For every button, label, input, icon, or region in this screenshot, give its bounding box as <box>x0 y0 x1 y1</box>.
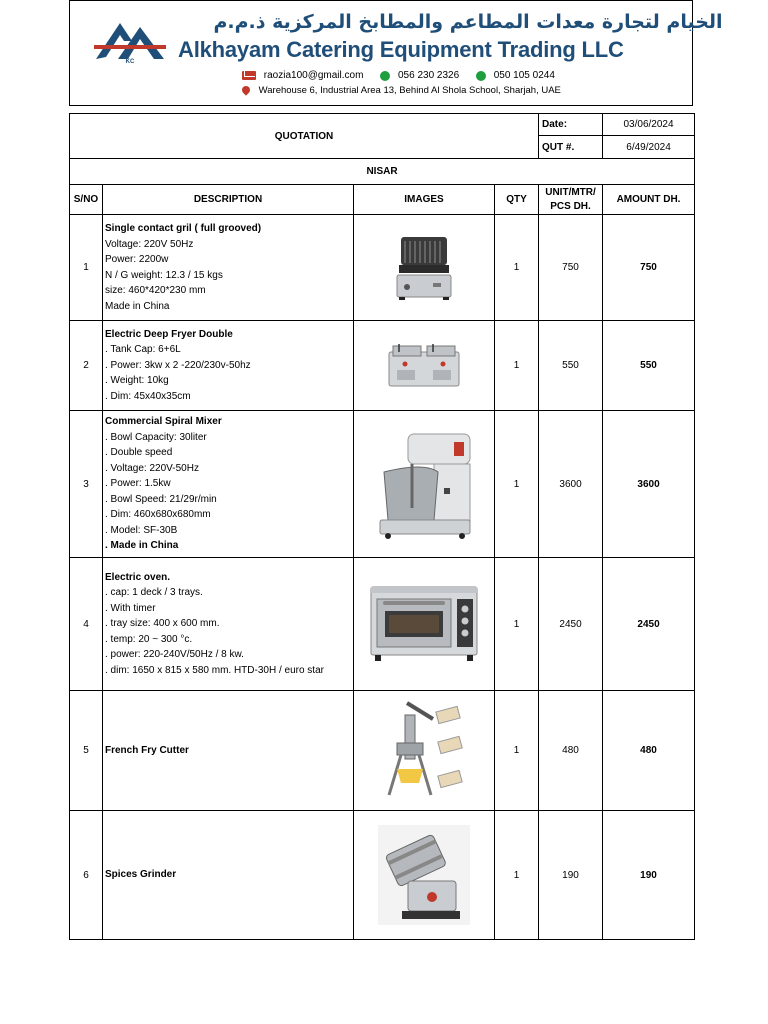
spiral-mixer-image <box>374 428 474 540</box>
item-detail: . Model: SF-30B <box>105 524 178 536</box>
company-logo-icon <box>90 19 170 65</box>
item-detail: . Tank Cap: 6+6L <box>105 344 181 356</box>
item-detail: . Dim: 45x40x35cm <box>105 390 191 402</box>
item-amount: 2450 <box>603 558 695 691</box>
item-description <box>103 215 354 321</box>
svg-text:KC: KC <box>125 59 135 65</box>
company-name-english: Alkhayam Catering Equipment Trading LLC <box>178 37 624 62</box>
item-description <box>103 321 354 411</box>
letterhead <box>69 0 723 106</box>
phone-1-text: 056 230 2326 <box>397 70 460 81</box>
date-label: Date: <box>539 114 603 136</box>
item-image-cell <box>354 811 495 940</box>
unit-header-line-1: UNIT/MTR/ <box>545 186 596 198</box>
location-pin-icon <box>240 85 251 96</box>
item-detail: N / G weight: 12.3 / 15 kgs <box>105 269 223 281</box>
item-image-cell <box>354 558 495 691</box>
item-unit-price: 2450 <box>539 558 603 691</box>
deep-fryer-image <box>387 342 461 390</box>
email-text: raozia100@gmail.com <box>263 70 364 81</box>
item-detail: . dim: 1650 x 815 x 580 mm. HTD-30H / euro star <box>105 664 324 676</box>
item-description <box>103 411 354 558</box>
item-qty: 1 <box>495 691 539 811</box>
table-row <box>70 558 695 691</box>
item-name: Spices Grinder <box>105 869 177 881</box>
item-name: Electric Deep Fryer Double <box>105 328 233 340</box>
table-row <box>70 215 695 321</box>
quotation-table <box>69 113 695 940</box>
fry-cutter-image <box>379 699 469 803</box>
item-sno: 5 <box>70 691 103 811</box>
item-detail: . Weight: 10kg <box>105 375 169 387</box>
phone-2-text: 050 105 0244 <box>493 70 555 81</box>
item-detail: size: 460*420*230 mm <box>105 285 206 296</box>
contact-row <box>242 70 555 81</box>
item-qty: 1 <box>495 411 539 558</box>
item-qty: 1 <box>495 558 539 691</box>
item-detail: Made in China <box>105 300 170 312</box>
contact-grill-image <box>393 233 455 303</box>
item-detail: . cap: 1 deck / 3 trays. <box>105 587 203 599</box>
item-image-cell <box>354 691 495 811</box>
item-detail: . Power: 1.5kw <box>105 478 171 490</box>
item-detail: . tray size: 400 x 600 mm. <box>105 618 220 630</box>
item-sno: 2 <box>70 321 103 411</box>
date-value: 03/06/2024 <box>603 114 695 136</box>
column-header-description: DESCRIPTION <box>103 185 354 215</box>
item-name: Commercial Spiral Mixer <box>105 416 222 428</box>
item-detail: . Dim: 460x680x680mm <box>105 509 211 521</box>
item-description <box>103 558 354 691</box>
item-image-cell <box>354 411 495 558</box>
item-detail: . With timer <box>105 602 156 614</box>
quote-number-label: QUT #. <box>539 136 603 159</box>
column-header-amount: AMOUNT DH. <box>603 185 695 215</box>
item-detail: . Voltage: 220V-50Hz <box>105 462 199 474</box>
table-row <box>70 411 695 558</box>
item-name: Electric oven. <box>105 571 171 583</box>
item-description <box>103 811 354 940</box>
item-amount: 550 <box>603 321 695 411</box>
item-unit-price: 750 <box>539 215 603 321</box>
unit-header-line-2: PCS DH. <box>550 200 591 212</box>
item-amount: 480 <box>603 691 695 811</box>
item-name: French Fry Cutter <box>105 744 189 756</box>
column-header-qty: QTY <box>495 185 539 215</box>
item-detail: . Bowl Capacity: 30liter <box>105 431 207 443</box>
column-header-sno: S/NO <box>70 185 103 215</box>
whatsapp-icon <box>380 71 390 81</box>
table-row <box>70 321 695 411</box>
table-header-row <box>70 185 695 215</box>
quote-number-value: 6/49/2024 <box>603 136 695 159</box>
item-sno: 6 <box>70 811 103 940</box>
item-detail: . power: 220-240V/50Hz / 8 kw. <box>105 649 244 661</box>
item-unit-price: 3600 <box>539 411 603 558</box>
item-detail: . temp: 20 ~ 300 °c. <box>105 633 193 645</box>
column-header-unit-price <box>539 185 603 215</box>
item-detail: Power: 2200w <box>105 254 169 265</box>
item-sno: 4 <box>70 558 103 691</box>
item-detail: . Double speed <box>105 447 173 459</box>
item-detail: . Bowl Speed: 21/29r/min <box>105 493 217 505</box>
electric-oven-image <box>369 585 479 663</box>
item-qty: 1 <box>495 811 539 940</box>
item-unit-price: 480 <box>539 691 603 811</box>
quotation-title: QUOTATION <box>70 114 539 159</box>
item-name: Single contact gril ( full grooved) <box>105 223 262 234</box>
item-sno: 1 <box>70 215 103 321</box>
item-unit-price: 190 <box>539 811 603 940</box>
spice-grinder-image <box>378 825 470 925</box>
item-amount: 190 <box>603 811 695 940</box>
item-image-cell <box>354 321 495 411</box>
item-unit-price: 550 <box>539 321 603 411</box>
table-row <box>70 811 695 940</box>
table-row <box>70 691 695 811</box>
address-row <box>242 85 561 96</box>
item-detail: . Power: 3kw x 2 -220/230v-50hz <box>105 359 251 371</box>
whatsapp-icon <box>476 71 486 81</box>
item-qty: 1 <box>495 321 539 411</box>
item-detail-origin: . Made in China <box>105 540 179 552</box>
address-text: Warehouse 6, Industrial Area 13, Behind Al Shola School, Sharjah, UAE <box>258 85 561 96</box>
column-header-images: IMAGES <box>354 185 495 215</box>
customer-name: NISAR <box>70 159 695 185</box>
company-name-arabic: الخيام لتجارة معدات المطاعم والمطابخ المركزية ذ.م.م <box>213 11 723 33</box>
email-icon <box>242 71 256 80</box>
item-amount: 750 <box>603 215 695 321</box>
item-image-cell <box>354 215 495 321</box>
item-description <box>103 691 354 811</box>
item-amount: 3600 <box>603 411 695 558</box>
item-qty: 1 <box>495 215 539 321</box>
item-detail: Voltage: 220V 50Hz <box>105 238 194 250</box>
item-sno: 3 <box>70 411 103 558</box>
